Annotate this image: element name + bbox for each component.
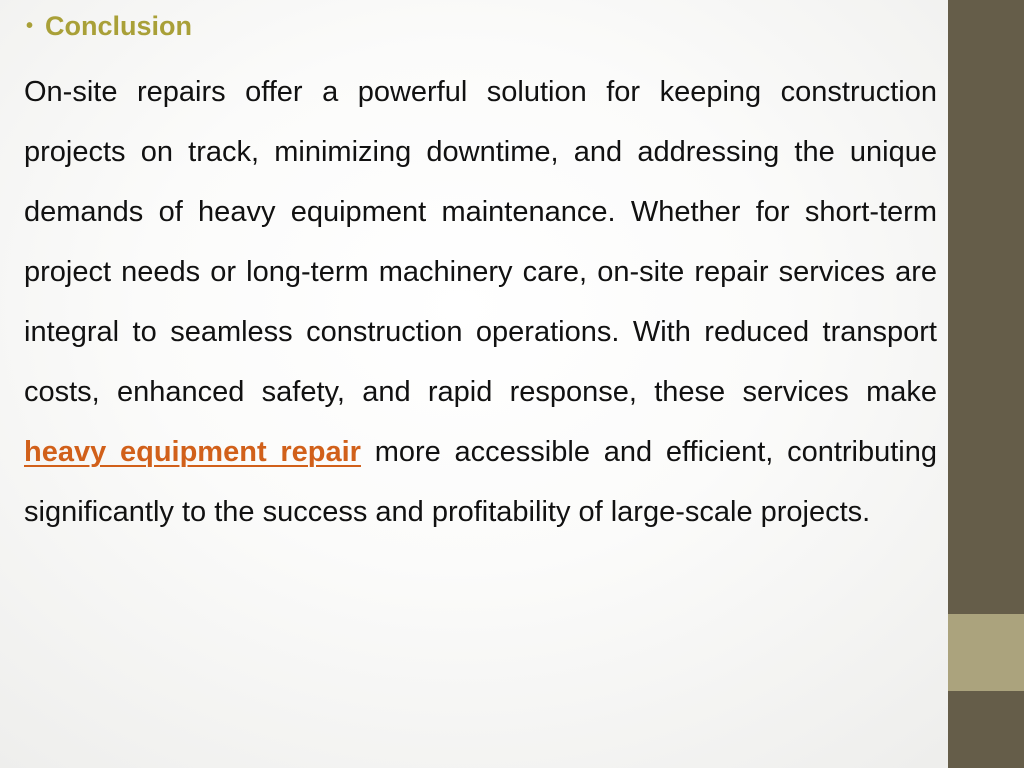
conclusion-paragraph <box>24 62 937 542</box>
bullet-icon: • <box>26 15 34 37</box>
section-heading <box>26 6 192 46</box>
paragraph-text-before-link: On-site repairs offer a powerful solution for keeping construction projects on track, minimizing downtime, and addressing the unique demands of heavy equipment maintenance. Whether for short-term project needs or long-term machinery care, on-site repair services are integral to seamless construction operations. With reduced transport costs, enhanced safety, and rapid response, these services make <box>24 76 937 408</box>
paragraph-text-after-link: more accessible and efficient, contributing significantly to the success and profitability of large-scale projects. <box>24 436 938 528</box>
section-heading-label: Conclusion <box>45 10 193 41</box>
decorative-sidebar <box>948 0 1024 768</box>
heavy-equipment-repair-link[interactable]: heavy equipment repair <box>24 436 361 468</box>
decorative-sidebar-band <box>948 614 1024 691</box>
